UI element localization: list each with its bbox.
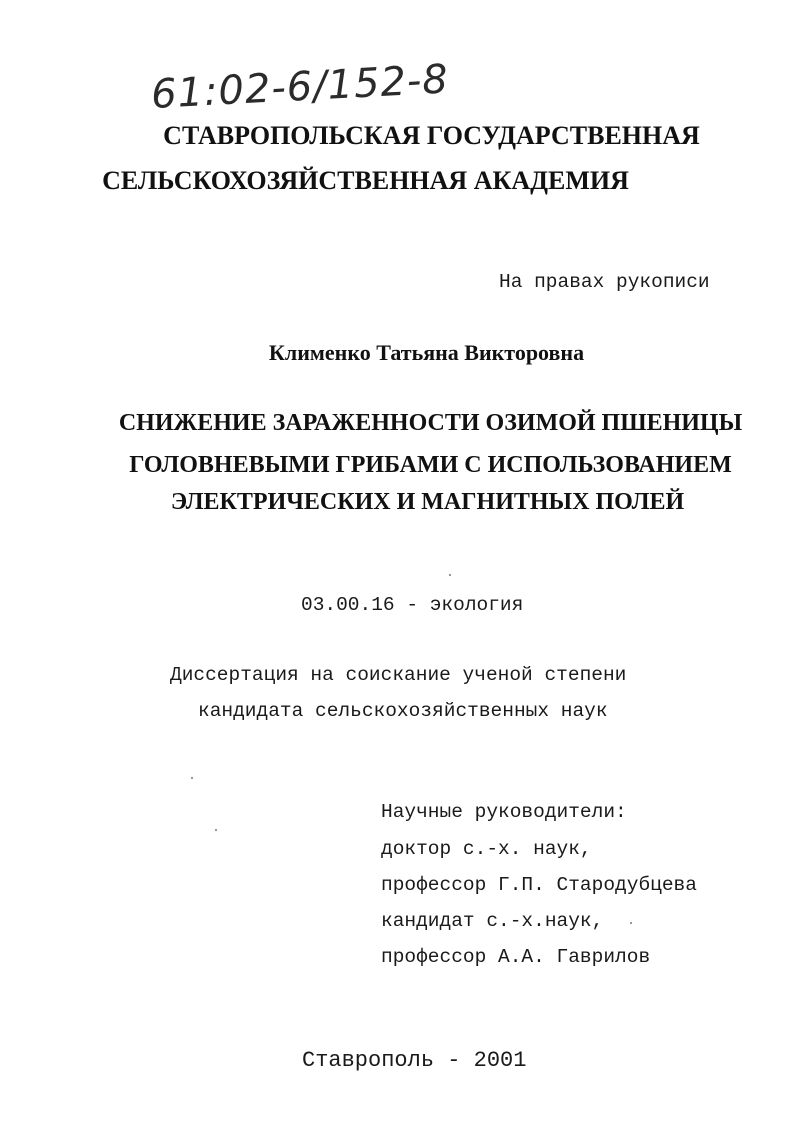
- specialty-code: 03.00.16 - экология: [301, 594, 524, 616]
- supervisor-line: профессор А.А. Гаврилов: [381, 946, 651, 968]
- supervisor-line: кандидат с.-х.наук,: [381, 910, 604, 932]
- title-line-3: ЭЛЕКТРИЧЕСКИХ И МАГНИТНЫХ ПОЛЕЙ: [170, 489, 685, 515]
- supervisor-line: доктор с.-х. наук,: [381, 838, 592, 860]
- city-year: Ставрополь - 2001: [302, 1048, 527, 1073]
- author-name: Клименко Татьяна Викторовна: [268, 340, 585, 365]
- supervisors-heading: Научные руководители:: [381, 801, 627, 823]
- supervisor-line: профессор Г.П. Стародубцева: [381, 874, 697, 896]
- title-line-2: ГОЛОВНЕВЫМИ ГРИБАМИ С ИСПОЛЬЗОВАНИЕМ: [129, 452, 732, 478]
- title-line-1: СНИЖЕНИЕ ЗАРАЖЕННОСТИ ОЗИМОЙ ПШЕНИЦЫ: [118, 410, 743, 436]
- degree-line-2: кандидата сельскохозяйственных наук: [198, 700, 608, 722]
- manuscript-rights-note: На правах рукописи: [499, 271, 710, 293]
- institution-line-1: СТАВРОПОЛЬСКАЯ ГОСУДАРСТВЕННАЯ: [163, 121, 700, 150]
- degree-line-1: Диссертация на соискание ученой степени: [170, 664, 627, 686]
- institution-line-2: СЕЛЬСКОХОЗЯЙСТВЕННАЯ АКАДЕМИЯ: [102, 166, 629, 195]
- handwritten-archive-code: 61:02-6/152-8: [150, 56, 450, 118]
- scan-speck: [191, 777, 193, 779]
- scan-speck: [215, 829, 217, 831]
- scan-speck: [449, 574, 451, 576]
- scan-speck: [630, 922, 632, 924]
